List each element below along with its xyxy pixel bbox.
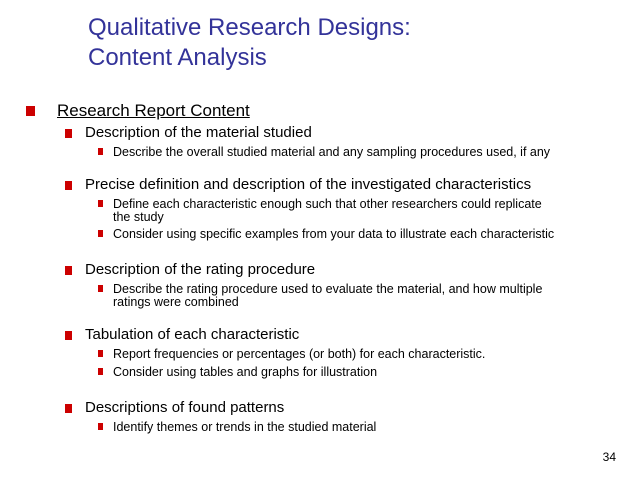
bullet-square-icon: [65, 404, 72, 413]
sub-item: Identify themes or trends in the studied material: [113, 420, 377, 434]
sub-item: Consider using specific examples from your data to illustrate each characteristic: [113, 227, 555, 241]
sub-item: Report frequencies or percentages (or both) for each characteristic.: [113, 347, 486, 361]
bullet-square-icon: [26, 106, 35, 116]
bullet-square-icon: [98, 350, 103, 357]
section-label: Tabulation of each characteristic: [85, 326, 300, 343]
bullet-square-icon: [98, 230, 103, 237]
section-label: Precise definition and description of the investigated characteristics: [85, 176, 532, 193]
bullet-square-icon: [98, 200, 103, 207]
heading-text: Research Report Content: [57, 101, 250, 120]
bullet-square-icon: [65, 331, 72, 340]
bullet-square-icon: [98, 368, 103, 375]
bullet-square-icon: [65, 129, 72, 138]
sub-item-continued: ratings were combined: [113, 295, 239, 309]
bullet-square-icon: [98, 423, 103, 430]
page-number: 34: [602, 450, 616, 464]
bullet-square-icon: [98, 285, 103, 292]
title-line-1: Qualitative Research Designs:: [88, 14, 411, 41]
sub-item: Define each characteristic enough such that other researchers could replicate: [113, 197, 542, 211]
title-line-2: Content Analysis: [88, 44, 267, 71]
heading-research-report-content: [57, 101, 250, 121]
bullet-square-icon: [98, 148, 103, 155]
sub-item: Consider using tables and graphs for illustration: [113, 365, 378, 379]
bullet-square-icon: [65, 181, 72, 190]
sub-item-continued: the study: [113, 210, 164, 224]
sub-item: Describe the rating procedure used to evaluate the material, and how multiple: [113, 282, 543, 296]
section-label: Description of the material studied: [85, 124, 312, 141]
slide-title: [88, 13, 411, 73]
sub-item: Describe the overall studied material and any sampling procedures used, if any: [113, 145, 551, 159]
section-label: Description of the rating procedure: [85, 261, 316, 278]
section-label: Descriptions of found patterns: [85, 399, 285, 416]
bullet-square-icon: [65, 266, 72, 275]
